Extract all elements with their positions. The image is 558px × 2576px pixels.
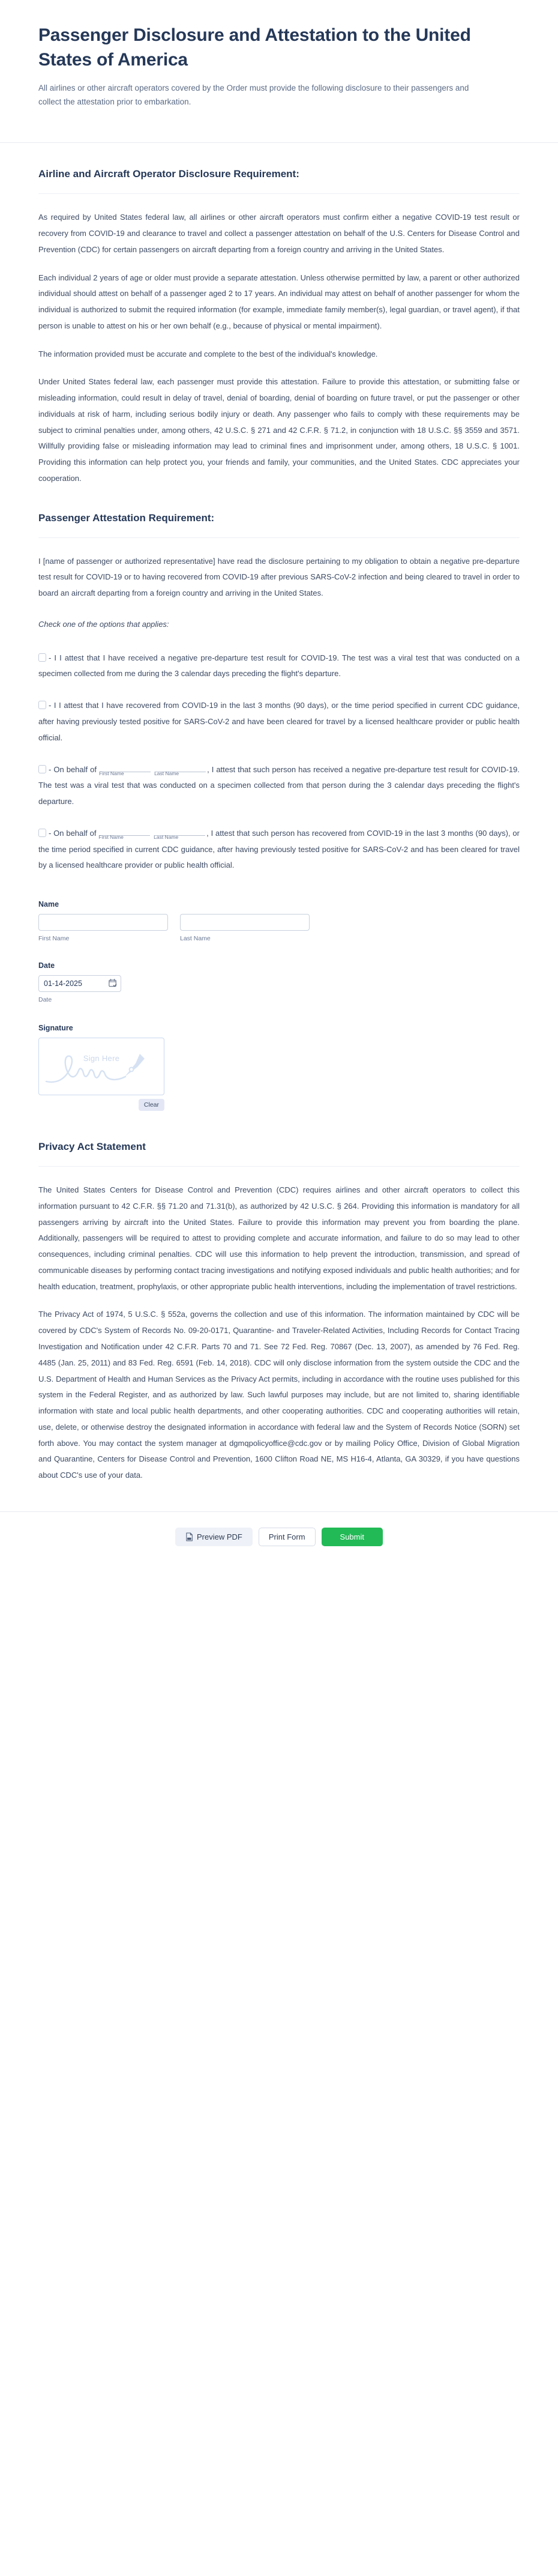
first-name-sublabel: First Name: [38, 935, 70, 943]
date-sublabel: Date: [38, 996, 52, 1004]
disclosure-paragraph: Each individual 2 years of age or older must provide a separate attestation. Unless otherwise permitted by law, a parent or other authorized individual should attest on behalf of a passenger aged 2 to 17 years. An individual may attest on behalf of another passenger for whom the individual is authorized to submit the required information (for example, immediate family member(s), legal guardian, or travel agent), if that person is unable to attest on his or her own behalf (e.g., because of physical or mental impairment).: [38, 273, 520, 330]
header-divider: [0, 142, 558, 143]
attestation-option-4-tail: , I attest that such person has recovered from COVID-19 in the last 3 months (90 days), or the time period specified in current CDC guidance, after having previously tested positive for SARS-CoV-2 and has been cleared for travel by a licensed healthcare provider or public health official.: [38, 828, 520, 870]
option-3-first-name-label: First Name: [99, 770, 124, 776]
option-4-last-name-label: Last Name: [154, 833, 179, 840]
preview-pdf-button[interactable]: [175, 1528, 253, 1546]
attestation-option-4[interactable]: [38, 826, 520, 874]
signature-placeholder-text: Sign Here: [83, 1054, 120, 1063]
preview-pdf-label: Preview PDF: [197, 1532, 242, 1541]
signature-pad[interactable]: [38, 1038, 164, 1095]
attestation-heading: Passenger Attestation Requirement:: [38, 512, 215, 524]
form-actions: [0, 1512, 558, 1567]
date-input[interactable]: [38, 975, 121, 992]
name-row: [38, 914, 520, 942]
page-header: [0, 0, 558, 127]
privacy-heading: Privacy Act Statement: [38, 1141, 146, 1153]
date-label: Date: [38, 961, 55, 970]
print-form-label: Print Form: [268, 1532, 305, 1541]
disclosure-paragraph: Under United States federal law, each passenger must provide this attestation. Failure to provide this attestation, or submitting false or misleading information, could result in delay of travel, denial of boarding, denial of boarding on future travel, or put the passenger or other individuals at risk of harm, including serious bodily injury or death. Any passenger who fails to comply with these requirements may be subject to criminal penalties under, among others, 42 U.S.C. § 271 and 42 C.F.R. § 71.2, in conjunction with 18 U.S.C. §§ 3559 and 3571. Willfully providing false or misleading information may lead to criminal fines and imprisonment under, among others, 18 U.S.C. § 1001. Providing this information can help protect you, your friends and family, your communities, and the United States. CDC appreciates your cooperation.: [38, 377, 520, 483]
clear-signature-button[interactable]: Clear: [139, 1099, 164, 1111]
option-3-last-name-holder: [154, 762, 207, 778]
privacy-paragraph: The Privacy Act of 1974, 5 U.S.C. § 552a, governs the collection and use of this information. The information maintained by CDC will be covered by CDC's System of Records No. 09-20-0171, Quarantine- and Traveler-Related Activities, Including Records for Contact Tracing Investigation and Notification under 42 C.F.R. Parts 70 and 71. See 72 Fed. Reg. 70867 (Dec. 13, 2007), as amended by 76 Fed. Reg. 4485 (Jan. 25, 2011) and 83 Fed. Reg. 6591 (Feb. 14, 2018). CDC will only disclose information from the system outside the CDC and the U.S. Department of Health and Human Services as the Privacy Act permits, including in accordance with the routine uses published for this system in the Federal Register, and as authorized by law. Such lawful purposes may include, but are not limited to, sharing identifiable information with state and local public health departments, and other cooperating authorities. CDC and cooperating authorities will retain, use, delete, or otherwise destroy the designated information in accordance with federal law and the System of Records Notice (SORN) set forth above. You may contact the system manager at dgmqpolicyoffice@cdc.gov or by mailing Policy Office, Division of Global Migration and Quarantine, Centers for Disease Control and Prevention, 1600 Clifton Road NE, MS H16-4, Atlanta, GA 30329, if you have questions about CDC's use of your data.: [38, 1310, 520, 1480]
attestation-intro: I [name of passenger or authorized representative] have read the disclosure pertaining to my obligation to obtain a negative pre-departure test result for COVID-19 or to having recovered from COVID-19 after previous SARS-CoV-2 infection and being cleared to travel in order to board an aircraft departing from a foreign country and arriving in the United States.: [38, 556, 520, 598]
disclosure-heading: Airline and Aircraft Operator Disclosure Requirement:: [38, 168, 299, 180]
checkbox-option-4[interactable]: [38, 829, 46, 837]
option-4-first-name-label: First Name: [98, 833, 124, 840]
pen-signature-icon: [41, 1039, 161, 1093]
page-subtitle: All airlines or other aircraft operators covered by the Order must provide the following disclosure to their passengers and collect the attestation prior to embarkation.: [38, 83, 469, 106]
attestation-option-3-lead: - On behalf of: [49, 764, 97, 774]
disclosure-paragraph: The information provided must be accurate and complete to the best of the individual's knowledge.: [38, 349, 378, 358]
last-name-sublabel: Last Name: [180, 935, 211, 943]
signature-label: Signature: [38, 1024, 73, 1033]
attestation-option-1-text: - I I attest that I have received a negative pre-departure test result for COVID-19. The test was a viral test that was conducted on a specimen collected from me during the 3 calendar days preceding the flight's departure.: [38, 653, 520, 679]
last-name-input[interactable]: [180, 914, 310, 931]
check-instruction: Check one of the options that applies:: [38, 620, 169, 629]
privacy-section: [0, 1141, 558, 1484]
form-fields: [0, 900, 558, 1111]
attestation-option-4-lead: - On behalf of: [49, 828, 97, 838]
checkbox-option-1[interactable]: [38, 653, 46, 662]
disclosure-paragraph: As required by United States federal law, all airlines or other aircraft operators must confirm either a negative COVID-19 test result or recovery from COVID-19 and clearance to travel and collect a passenger attestation on behalf of the U.S. Centers for Disease Control and Prevention (CDC) for certain passengers on aircraft departing from a foreign country and arriving in the United States.: [38, 213, 520, 254]
checkbox-option-2[interactable]: [38, 701, 46, 709]
page-title: Passenger Disclosure and Attestation to the United States of America: [38, 25, 471, 70]
privacy-body: [38, 1167, 520, 1484]
attestation-option-1[interactable]: [38, 650, 520, 683]
name-field-group: [38, 900, 520, 942]
print-form-button[interactable]: [259, 1528, 316, 1546]
last-name-column: [180, 914, 310, 942]
signature-placeholder-art: [39, 1038, 164, 1095]
signature-field-group: [38, 1024, 520, 1111]
disclosure-section: [0, 168, 558, 486]
first-name-input[interactable]: [38, 914, 168, 931]
date-input-wrapper: [38, 975, 121, 992]
date-field-group: [38, 961, 520, 1003]
first-name-column: [38, 914, 168, 942]
submit-button[interactable]: [322, 1528, 383, 1546]
attestation-option-3[interactable]: [38, 762, 520, 810]
option-4-last-name-holder: [154, 826, 206, 842]
disclosure-body: [38, 194, 520, 486]
attestation-option-2[interactable]: [38, 698, 520, 746]
attestation-section: [0, 512, 558, 874]
name-label: Name: [38, 900, 59, 909]
attestation-body: [38, 538, 520, 874]
pdf-file-icon: [185, 1532, 193, 1541]
submit-label: Submit: [340, 1532, 364, 1541]
option-3-first-name-holder: [99, 762, 152, 778]
attestation-option-2-text: - I I attest that I have recovered from COVID-19 in the last 3 months (90 days), or the time period specified in current CDC guidance, after having previously tested positive for SARS-CoV-2 and have been cleared for travel by a licensed healthcare provider or public health official.: [38, 701, 520, 742]
checkbox-option-3[interactable]: [38, 765, 46, 773]
privacy-paragraph: The United States Centers for Disease Control and Prevention (CDC) requires airlines and other aircraft operators to collect this information pursuant to 42 C.F.R. §§ 71.20 and 71.31(b), as authorized by 42 U.S.C. § 264. Providing this information is mandatory for all passengers arriving by aircraft into the United States. Failure to provide this information may prevent you from boarding the plane. Additionally, passengers will be required to attest to providing complete and accurate information, and failure to do so may lead to other consequences, including criminal penalties. CDC will use this information to help prevent the introduction, transmission, and spread of communicable diseases by performing contact tracing investigations and notifying exposed individuals and public health authorities; and for health education, treatment, prophylaxis, or other appropriate public health interventions, including the implementation of travel restrictions.: [38, 1185, 520, 1291]
option-4-first-name-holder: [98, 826, 151, 842]
attestation-option-3-tail: , I attest that such person has received a negative pre-departure test result for COVID-19. The test was a viral test that was conducted on a specimen collected from that person during the 3 calendar days preceding the flight's departure.: [38, 764, 520, 806]
signature-clear-row: [38, 1099, 164, 1111]
option-3-last-name-label: Last Name: [154, 770, 179, 776]
attestation-options: [38, 650, 520, 874]
